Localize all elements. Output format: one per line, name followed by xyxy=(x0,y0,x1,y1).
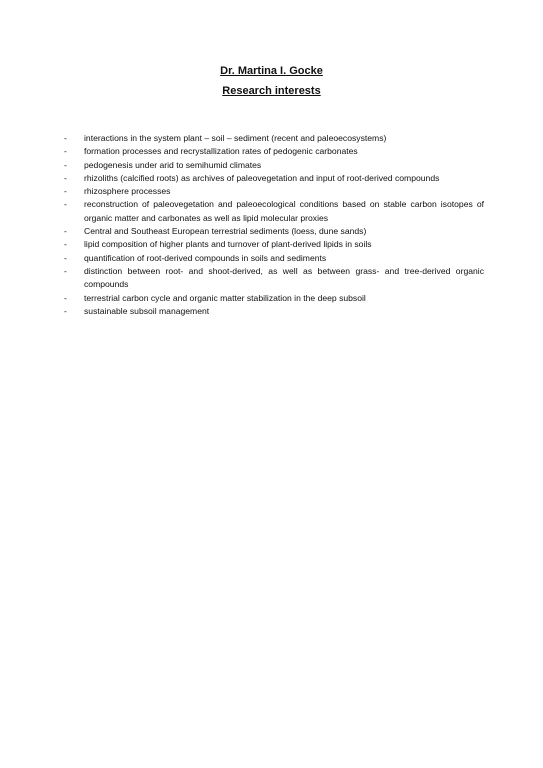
research-interests-list xyxy=(64,132,484,318)
bullet-dash: - xyxy=(64,172,67,183)
page-title: Research interests xyxy=(222,85,321,97)
list-item xyxy=(64,252,484,265)
bullet-dash: - xyxy=(64,252,67,263)
bullet-dash: - xyxy=(64,292,67,303)
bullet-dash: - xyxy=(64,159,67,170)
list-item xyxy=(64,238,484,251)
list-item-text: formation processes and recrystallization rates of pedogenic carbonates xyxy=(84,146,358,157)
list-item-text: terrestrial carbon cycle and organic matter stabilization in the deep subsoil xyxy=(84,292,366,303)
list-item xyxy=(64,159,484,172)
list-item-text: pedogenesis under arid to semihumid climates xyxy=(84,159,262,170)
list-item-text: rhizosphere processes xyxy=(84,186,171,197)
bullet-dash: - xyxy=(64,146,67,157)
list-item xyxy=(64,292,484,305)
list-item xyxy=(64,145,484,158)
bullet-dash: - xyxy=(64,265,67,276)
bullet-dash: - xyxy=(64,305,67,316)
list-item-text: sustainable subsoil management xyxy=(84,305,210,316)
list-item xyxy=(64,172,484,185)
list-item xyxy=(64,225,484,238)
list-item-text: quantification of root-derived compounds in soils and sediments xyxy=(84,252,327,263)
author-name: Dr. Martina I. Gocke xyxy=(220,65,323,77)
list-item-text: rhizoliths (calcified roots) as archives of paleovegetation and input of root-derived compounds xyxy=(84,172,440,183)
list-item xyxy=(64,305,484,318)
list-item-text: reconstruction of paleovegetation and paleoecological conditions based on stable carbon isotopes of organic matter and carbonates as well as lipid molecular proxies xyxy=(84,199,484,223)
bullet-dash: - xyxy=(64,226,67,237)
bullet-dash: - xyxy=(64,239,67,250)
list-item-text: interactions in the system plant – soil – sediment (recent and paleoecosystems) xyxy=(84,133,387,143)
bullet-dash: - xyxy=(64,186,67,197)
list-item-text: distinction between root- and shoot-derived, as well as between grass- and tree-derived organic compounds xyxy=(84,265,484,290)
list-item xyxy=(64,265,484,292)
list-item xyxy=(64,132,484,145)
list-item-text: lipid composition of higher plants and turnover of plant-derived lipids in soils xyxy=(84,239,372,250)
bullet-dash: - xyxy=(64,199,67,210)
bullet-dash: - xyxy=(64,133,67,143)
list-item xyxy=(64,185,484,198)
list-item-text: Central and Southeast European terrestrial sediments (loess, dune sands) xyxy=(84,226,367,237)
list-item xyxy=(64,198,484,225)
